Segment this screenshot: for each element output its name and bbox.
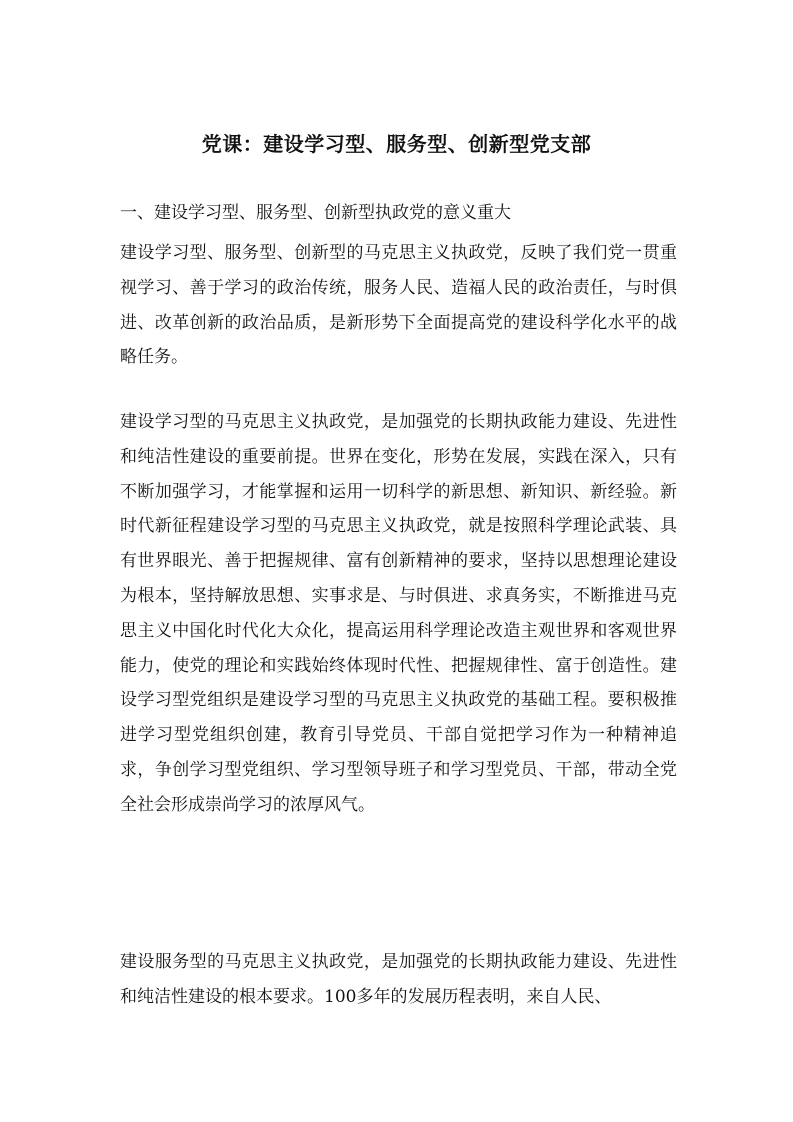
- paragraph-3: 建设服务型的马克思主义执政党，是加强党的长期执政能力建设、先进性和纯洁性建设的根本要求。100多年的发展历程表明，来自人民、: [120, 952, 677, 1007]
- paragraph-1: 建设学习型、服务型、创新型的马克思主义执政党，反映了我们党一贯重视学习、善于学习的政治传统，服务人民、造福人民的政治责任，与时俱进、改革创新的政治品质，是新形势下全面提高党的建设科学化水平的战略任务。: [120, 243, 677, 368]
- section-heading: 一、建设学习型、服务型、创新型执政党的意义重大: [120, 203, 511, 223]
- paragraph-2: 建设学习型的马克思主义执政党，是加强党的长期执政能力建设、先进性和纯洁性建设的重要前提。世界在变化，形势在发展，实践在深入，只有不断加强学习，才能掌握和运用一切科学的新思想、新知识、新经验。新时代新征程建设学习型的马克思主义执政党，就是按照科学理论武装、具有世界眼光、善于把握规律、富有创新精神的要求，坚持以思想理论建设为根本，坚持解放思想、实事求是、与时俱进、求真务实，不断推进马克思主义中国化时代化大众化，提高运用科学理论改造主观世界和客观世界能力，使党的理论和实践始终体现时代性、把握规律性、富于创造性。建设学习型党组织是建设学习型的马克思主义执政党的基础工程。要积极推进学习型党组织创建，教育引导党员、干部自觉把学习作为一种精神追求，争创学习型党组织、学习型领导班子和学习型党员、干部，带动全党全社会形成崇尚学习的浓厚风气。: [120, 412, 677, 815]
- document-title: 党课：建设学习型、服务型、创新型党支部: [201, 132, 592, 156]
